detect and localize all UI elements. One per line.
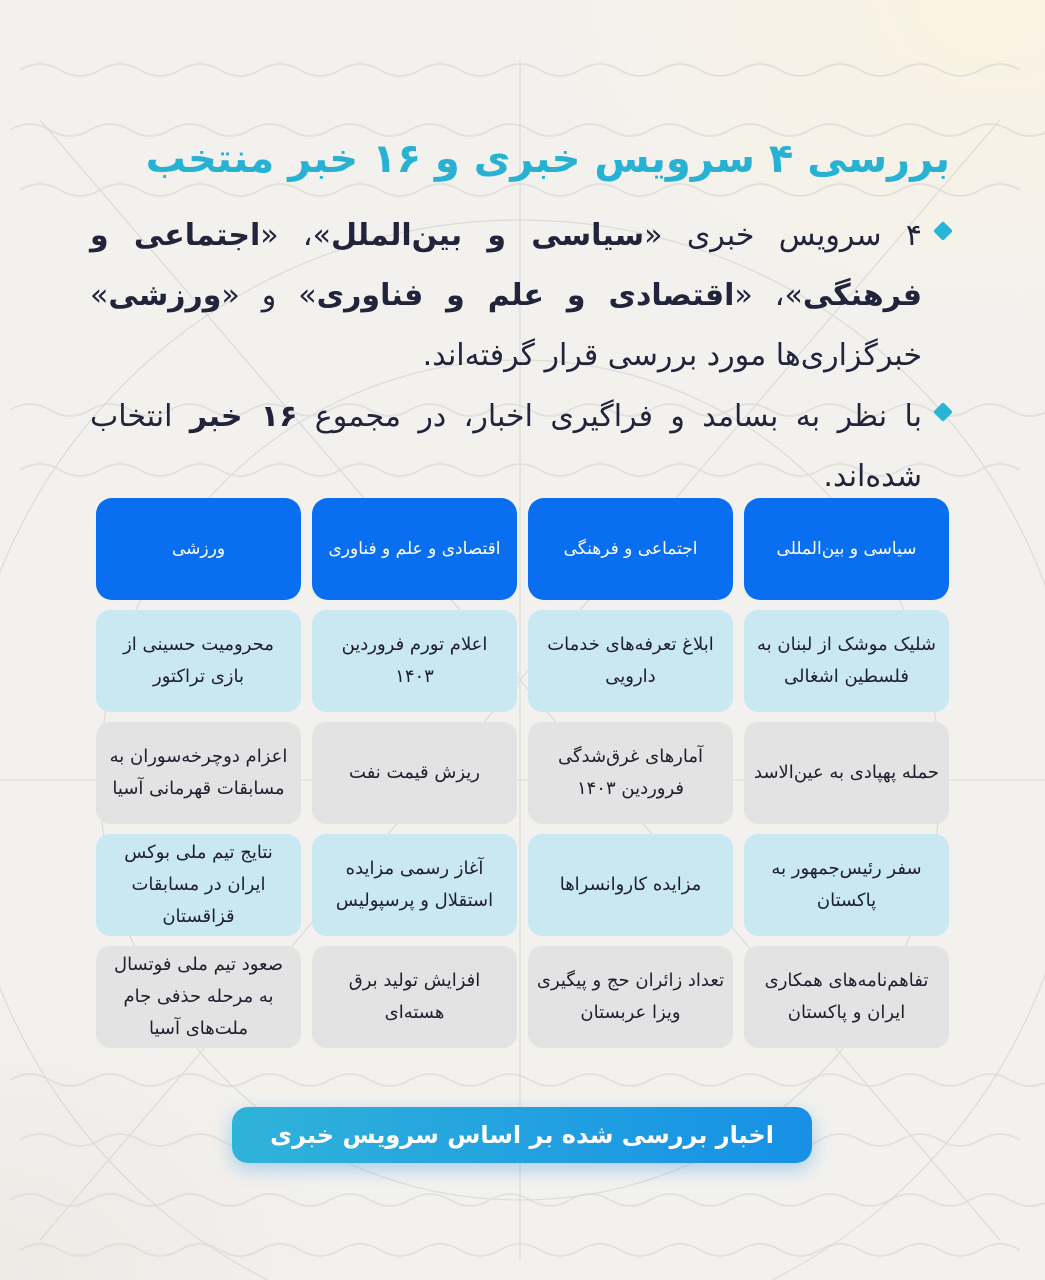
diamond-bullet-icon (933, 402, 953, 422)
table-cell: اعزام دوچرخه‌سوران به مسابقات قهرمانی آسیا (96, 722, 301, 824)
table-cell: تعداد زائران حج و پیگیری ویزا عربستان (528, 946, 733, 1048)
table-cell: صعود تیم ملی فوتسال به مرحله حذفی جام ملت‌های آسیا (96, 946, 301, 1048)
table-cell: مزایده کاروانسراها (528, 834, 733, 936)
diamond-bullet-icon (933, 221, 953, 241)
news-table (96, 498, 949, 1048)
bullet-text-part: »، « (260, 218, 331, 253)
bullet-text-part: انتخاب شده‌اند. (90, 399, 922, 494)
header-sports: ورزشی (96, 498, 301, 600)
service-name-social: اجتماعی و فرهنگی (90, 218, 922, 313)
table-cell: آمارهای غرق‌شدگی فروردین ۱۴۰۳ (528, 722, 733, 824)
header-social: اجتماعی و فرهنگی (528, 498, 733, 600)
table-cell: افزایش تولید برق هسته‌ای (312, 946, 517, 1048)
table-cell: نتایج تیم ملی بوکس ایران در مسابقات قزاقستان (96, 834, 301, 936)
service-name-economy: اقتصادی و علم و فناوری (316, 278, 735, 313)
header-economy: اقتصادی و علم و فناوری (312, 498, 517, 600)
service-name-politics: سیاسی و بین‌الملل (330, 218, 645, 253)
table-cell: حمله پهپادی به عین‌الاسد (744, 722, 949, 824)
bullet-selection (90, 387, 950, 507)
bullet-text-part: » خبرگزاری‌ها مورد بررسی قرار گرفته‌اند. (90, 278, 922, 373)
table-cell: ابلاغ تعرفه‌های خدمات دارویی (528, 610, 733, 712)
page-title: بررسی ۴ سرویس خبری و ۱۶ خبر منتخب (145, 136, 950, 182)
table-cell: شلیک موشک از لبنان به فلسطین اشغالی (744, 610, 949, 712)
header-politics: سیاسی و بین‌المللی (744, 498, 949, 600)
bullet-text-part: با نظر به بسامد و فراگیری اخبار، در مجموع (297, 399, 922, 434)
table-cell: سفر رئیس‌جمهور به پاکستان (744, 834, 949, 936)
bullet-services (90, 206, 950, 386)
news-count: ۱۶ خبر (189, 399, 298, 434)
table-cell: آغاز رسمی مزایده استقلال و پرسپولیس (312, 834, 517, 936)
footer-banner: اخبار بررسی شده بر اساس سرویس خبری (232, 1107, 812, 1163)
table-cell: اعلام تورم فروردین ۱۴۰۳ (312, 610, 517, 712)
bullet-text-part: »، « (734, 278, 803, 313)
bullet-selection-text (90, 387, 922, 507)
table-cell: ریزش قیمت نفت (312, 722, 517, 824)
service-name-sports: ورزشی (108, 278, 222, 313)
bullet-text-part: ۴ سرویس خبری « (644, 218, 922, 253)
bullet-services-text (90, 206, 922, 386)
table-cell: تفاهم‌نامه‌های همکاری ایران و پاکستان (744, 946, 949, 1048)
bullet-text-part: » و « (221, 278, 317, 313)
table-cell: محرومیت حسینی از بازی تراکتور (96, 610, 301, 712)
